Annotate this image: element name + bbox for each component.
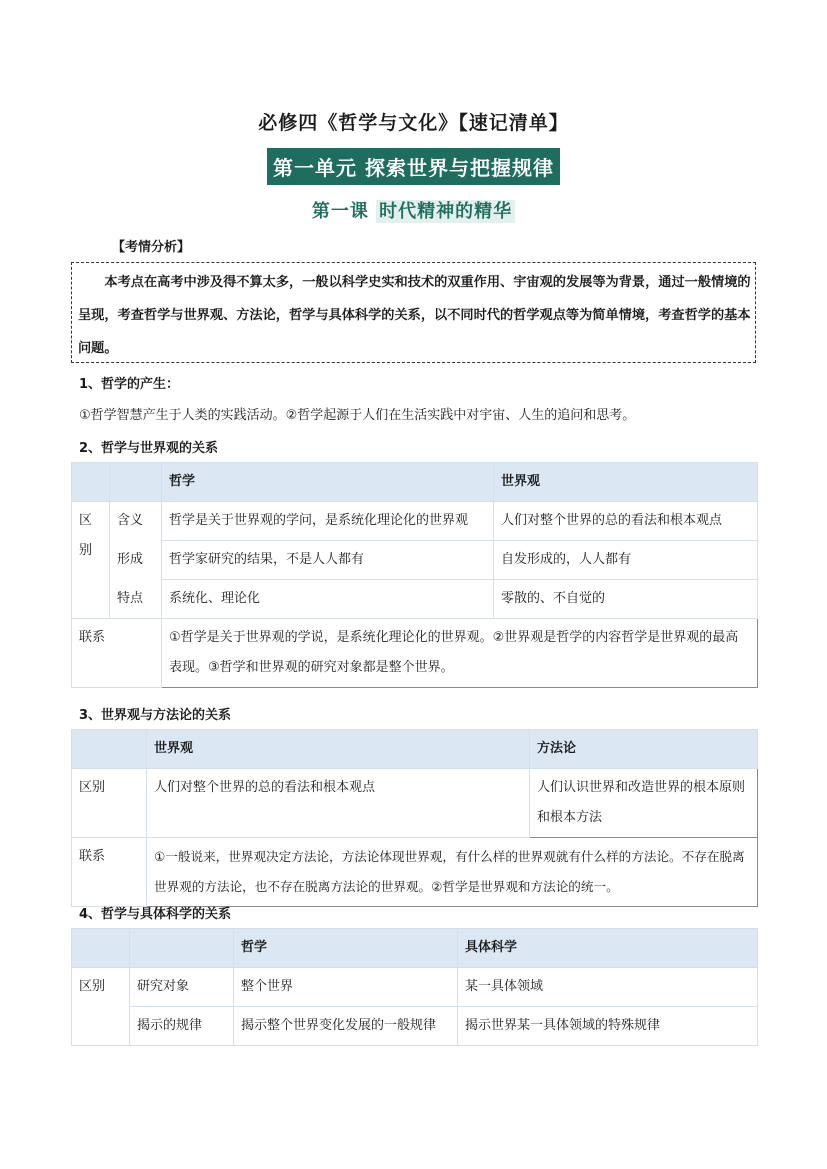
table-cell: 人们认识世界和改造世界的根本原则和根本方法 xyxy=(530,769,758,838)
row-label: 研究对象 xyxy=(130,968,234,1007)
table-cell: 揭示世界某一具体领域的特殊规律 xyxy=(458,1007,758,1046)
analysis-box: 本考点在高考中涉及得不算太多，一般以科学史实和技术的双重作用、宇宙观的发展等为背景，通过一般情境的呈现，考查哲学与世界观、方法论，哲学与具体科学的关系，以不同时代的哲学观点等为简单情境，考查哲学的基本问题。 xyxy=(71,262,756,363)
lesson-prefix: 第一课 xyxy=(311,201,377,222)
table-cell: 某一具体领域 xyxy=(458,968,758,1007)
unit-banner: 第一单元 探索世界与把握规律 xyxy=(267,148,560,185)
col-header-specific-science: 具体科学 xyxy=(458,929,758,968)
table-cell: 自发形成的，人人都有 xyxy=(494,541,758,580)
philosophy-worldview-table xyxy=(71,462,758,688)
section-1-heading: 1、哲学的产生： xyxy=(79,377,180,392)
col-header-methodology: 方法论 xyxy=(530,730,758,769)
table-cell: 揭示整个世界变化发展的一般规律 xyxy=(234,1007,458,1046)
philosophy-science-table xyxy=(71,928,758,1046)
table-cell: 整个世界 xyxy=(234,968,458,1007)
row-label-difference: 区别 xyxy=(72,769,147,838)
section-1-text: ①哲学智慧产生于人类的实践活动。②哲学起源于人们在生活实践中对宇宙、人生的追问和思考。 xyxy=(79,408,636,423)
row-label: 形成 xyxy=(110,541,162,580)
link-label: 联系 xyxy=(72,838,147,907)
col-header-worldview: 世界观 xyxy=(147,730,530,769)
col-header-worldview: 世界观 xyxy=(494,463,758,502)
group-label-difference: 区 别 xyxy=(72,502,110,619)
lesson-name: 时代精神的精华 xyxy=(376,200,515,223)
analysis-heading: 【考情分析】 xyxy=(112,240,191,255)
lesson-title xyxy=(312,197,515,223)
table-cell: 人们对整个世界的总的看法和根本观点 xyxy=(494,502,758,541)
table-cell: 人们对整个世界的总的看法和根本观点 xyxy=(147,769,530,838)
row-label: 特点 xyxy=(110,580,162,619)
worldview-methodology-table xyxy=(71,729,758,907)
table-cell: 哲学家研究的结果，不是人人都有 xyxy=(162,541,494,580)
section-4-heading: 4、哲学与具体科学的关系 xyxy=(79,907,232,922)
col-header-philosophy: 哲学 xyxy=(234,929,458,968)
link-text: ①哲学是关于世界观的学说，是系统化理论化的世界观。②世界观是哲学的内容哲学是世界观的最高表现。③哲学和世界观的研究对象都是整个世界。 xyxy=(162,619,758,688)
link-label: 联系 xyxy=(72,619,162,688)
table-cell: 系统化、理论化 xyxy=(162,580,494,619)
document-title: 必修四《哲学与文化》【速记清单】 xyxy=(258,112,569,134)
table-cell: 零散的、不自觉的 xyxy=(494,580,758,619)
col-header-philosophy: 哲学 xyxy=(162,463,494,502)
section-3-heading: 3、世界观与方法论的关系 xyxy=(79,708,232,723)
table-cell: 哲学是关于世界观的学问，是系统化理论化的世界观 xyxy=(162,502,494,541)
section-2-heading: 2、哲学与世界观的关系 xyxy=(79,441,219,456)
row-label: 揭示的规律 xyxy=(130,1007,234,1046)
row-label: 含义 xyxy=(110,502,162,541)
link-text: ①一般说来，世界观决定方法论，方法论体现世界观，有什么样的世界观就有什么样的方法论。不存在脱离世界观的方法论，也不存在脱离方法论的世界观。②哲学是世界观和方法论的统一。 xyxy=(147,838,758,907)
group-label-difference: 区别 xyxy=(72,968,130,1046)
